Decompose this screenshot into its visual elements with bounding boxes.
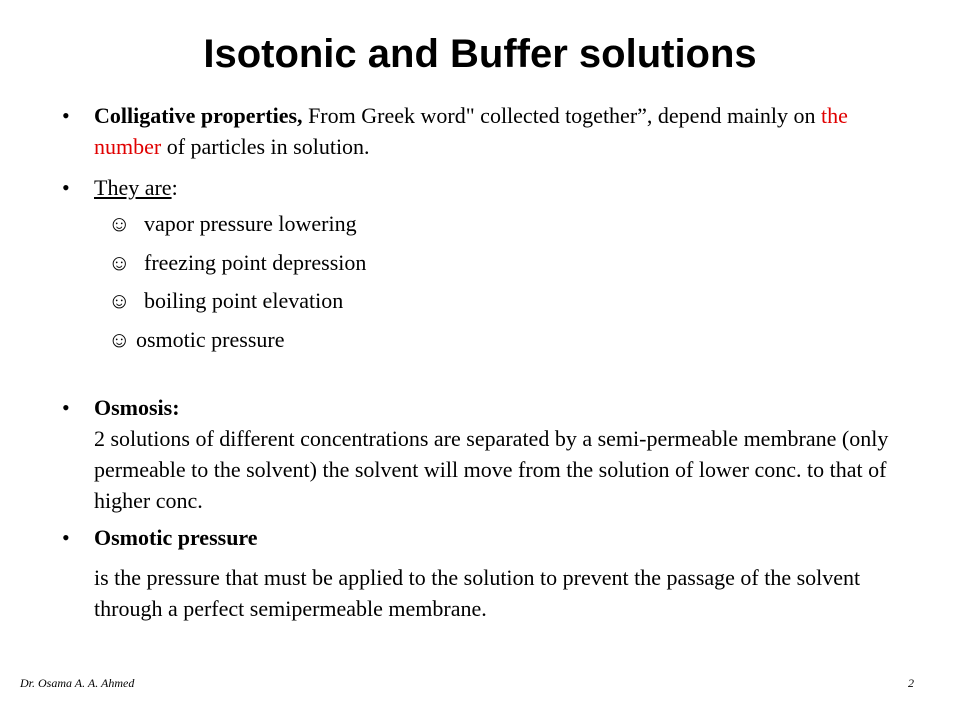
- colligative-desc-2: of particles in solution.: [161, 134, 370, 159]
- bullet-marker: •: [62, 395, 70, 420]
- osmosis-definition: 2 solutions of different concentrations are separated by a semi-permeable membrane (only permeable to the solvent) the solvent will move from the solution of lower conc. to that of higher conc.: [94, 426, 889, 513]
- list-item-label: boiling point elevation: [144, 288, 344, 313]
- smiley-icon: ☺: [108, 250, 131, 275]
- osmosis-heading: Osmosis:: [94, 395, 180, 420]
- list-item-label: freezing point depression: [144, 250, 367, 275]
- they-are-colon: :: [171, 175, 178, 200]
- bullet-osmosis: [62, 392, 892, 516]
- osmotic-pressure-heading: Osmotic pressure: [94, 525, 258, 550]
- bullet-marker: •: [62, 175, 70, 200]
- list-item-label: vapor pressure lowering: [144, 211, 357, 236]
- footer-author: Dr. Osama A. A. Ahmed: [20, 676, 135, 690]
- they-are-label: They are: [94, 175, 172, 200]
- smiley-icon: ☺: [108, 211, 131, 236]
- page-number: 2: [908, 676, 914, 690]
- colligative-desc-1: From Greek word" collected together”, depend mainly on: [302, 103, 822, 128]
- osmotic-pressure-definition: is the pressure that must be applied to the solution to prevent the passage of the solvent through a perfect semipermeable membrane.: [94, 565, 861, 621]
- colligative-term: Colligative properties,: [94, 103, 303, 128]
- smiley-icon: ☺: [108, 327, 131, 352]
- bullet-marker: •: [62, 525, 70, 550]
- slide-title: Isotonic and Buffer solutions: [203, 32, 757, 76]
- osmosis-block: [94, 392, 892, 516]
- bullet-they-are: [62, 172, 892, 203]
- bullet-osmotic-pressure: [62, 522, 892, 553]
- number-highlight: the number: [94, 103, 848, 159]
- list-item-boiling: [108, 285, 343, 316]
- smiley-icon: ☺: [108, 288, 131, 313]
- bullet-colligative: [62, 100, 892, 162]
- list-item-vapor: [108, 208, 357, 239]
- list-item-freezing: [108, 247, 366, 278]
- bullet-marker: •: [62, 103, 70, 128]
- list-item-label: osmotic pressure: [136, 327, 285, 352]
- osmotic-pressure-definition-row: [62, 562, 892, 624]
- list-item-osmotic: [108, 324, 284, 355]
- they-are-text: [94, 172, 892, 203]
- bullet-colligative-text: [94, 100, 892, 162]
